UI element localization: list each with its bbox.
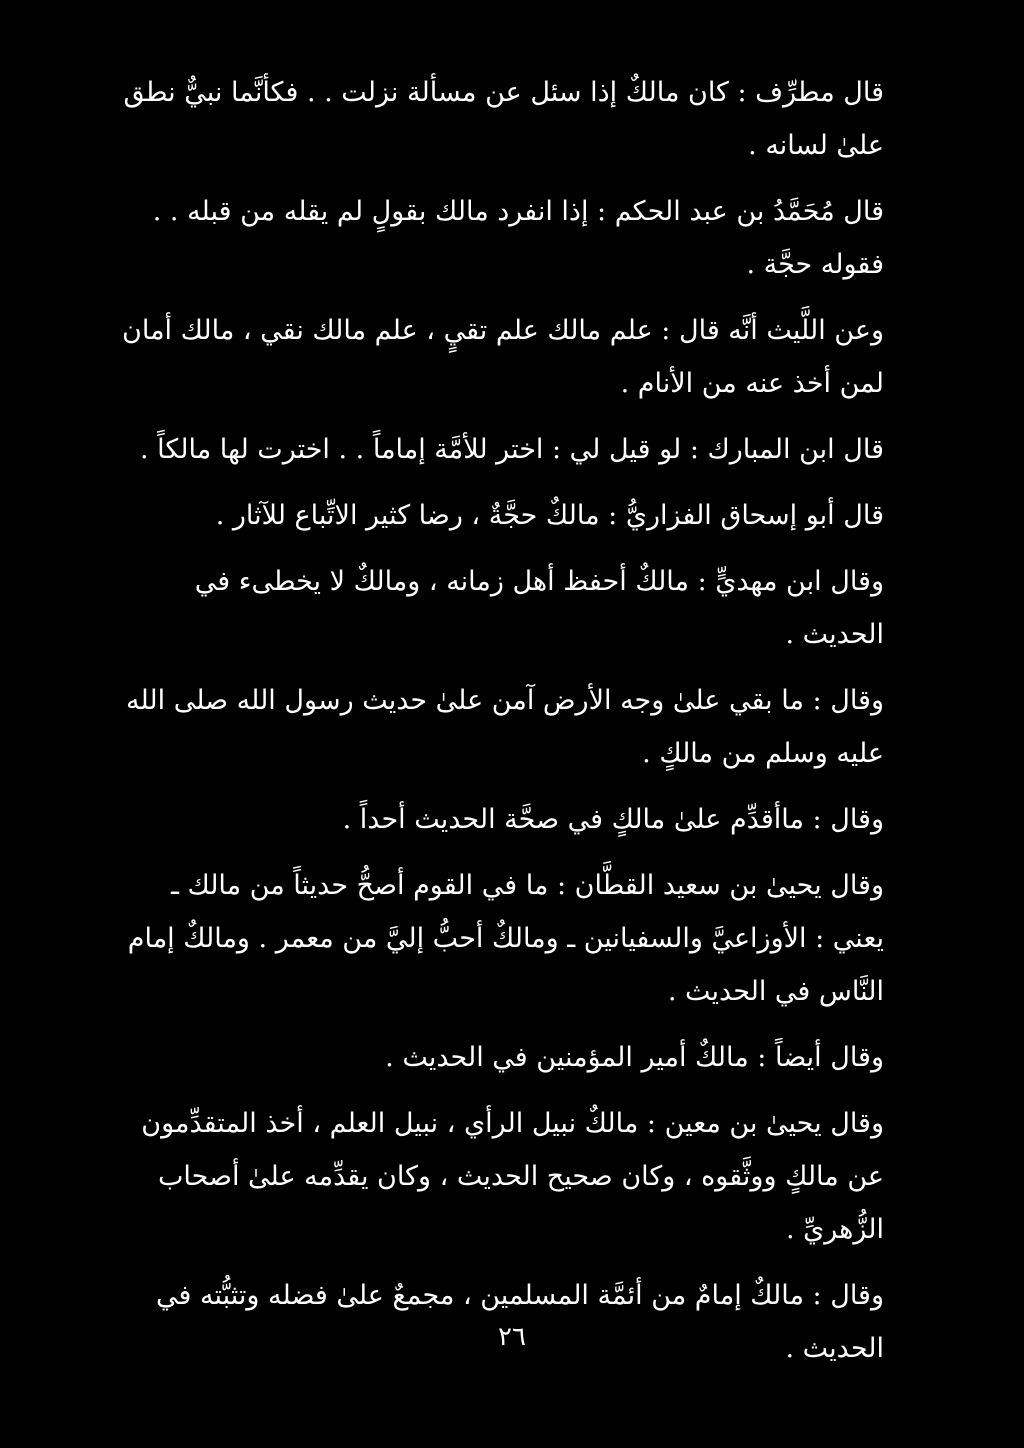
text-line: لمن أخذ عنه من الأنام . — [620, 368, 884, 399]
paragraph — [92, 304, 884, 410]
paragraph — [92, 1031, 884, 1084]
page-number: ٢٦ — [498, 1322, 526, 1352]
paragraph — [92, 423, 884, 476]
paragraph — [92, 859, 884, 1018]
text-line: قال مطرِّف : كان مالكٌ إذا سئل عن مسألة نزلت . . فكأنَّما نبيٌّ نطق — [123, 77, 884, 108]
paragraph — [92, 555, 884, 661]
paragraph — [92, 185, 884, 291]
text-line: الحديث . — [785, 1333, 884, 1364]
text-line: وعن اللَّيث أنَّه قال : علم مالك علم تقيٍ ، علم مالك نقي ، مالك أمان — [122, 315, 884, 346]
paragraph — [92, 489, 884, 542]
text-line: عليه وسلم من مالكٍ . — [642, 738, 884, 769]
text-line: النَّاس في الحديث . — [667, 976, 884, 1007]
text-line: وقال يحيىٰ بن سعيد القطَّان : ما في القوم أصحُّ حديثاً من مالك ـ — [170, 870, 884, 901]
text-line: وقال : ماأقدِّم علىٰ مالكٍ في صحَّة الحديث أحداً . — [342, 804, 884, 835]
text-line: يعني : الأوزاعيَّ والسفيانين ـ ومالكٌ أحبُّ إليَّ من معمر . ومالكٌ إمام — [127, 923, 884, 954]
text-line: الزُّهريِّ . — [785, 1214, 884, 1245]
text-line: قال مُحَمَّدُ بن عبد الحكم : إذا انفرد مالك بقولٍ لم يقله من قبله . . — [152, 196, 884, 227]
text-line: عن مالكٍ ووثَّقوه ، وكان صحيح الحديث ، وكان يقدِّمه علىٰ أصحاب — [157, 1161, 884, 1192]
text-line: وقال أيضاً : مالكٌ أمير المؤمنين في الحديث . — [385, 1042, 884, 1073]
text-line: علىٰ لسانه . — [748, 130, 884, 161]
paragraph — [92, 674, 884, 780]
paragraph — [92, 1097, 884, 1256]
paragraph — [92, 66, 884, 172]
text-line: الحديث . — [785, 619, 884, 650]
text-line: وقال ابن مهديٍّ : مالكٌ أحفظ أهل زمانه ، ومالكٌ لا يخطىء في — [194, 566, 884, 597]
text-line: فقوله حجَّة . — [746, 249, 884, 280]
text-line: وقال : ما بقي علىٰ وجه الأرض آمن علىٰ حديث رسول الله صلى الله — [125, 685, 884, 716]
paragraph — [92, 793, 884, 846]
body-text — [92, 66, 884, 1388]
text-line: وقال : مالكٌ إمامٌ من أئمَّة المسلمين ، مجمعٌ علىٰ فضله وتثبُّته في — [156, 1280, 884, 1311]
text-line: قال ابن المبارك : لو قيل لي : اختر للأمَّة إماماً . . اخترت لها مالكاً . — [140, 434, 884, 465]
text-line: وقال يحيىٰ بن معين : مالكٌ نبيل الرأي ، نبيل العلم ، أخذ المتقدِّمون — [141, 1108, 884, 1139]
text-line: قال أبو إسحاق الفزاريُّ : مالكٌ حجَّةٌ ، رضا كثير الاتِّباع للآثار . — [215, 500, 884, 531]
